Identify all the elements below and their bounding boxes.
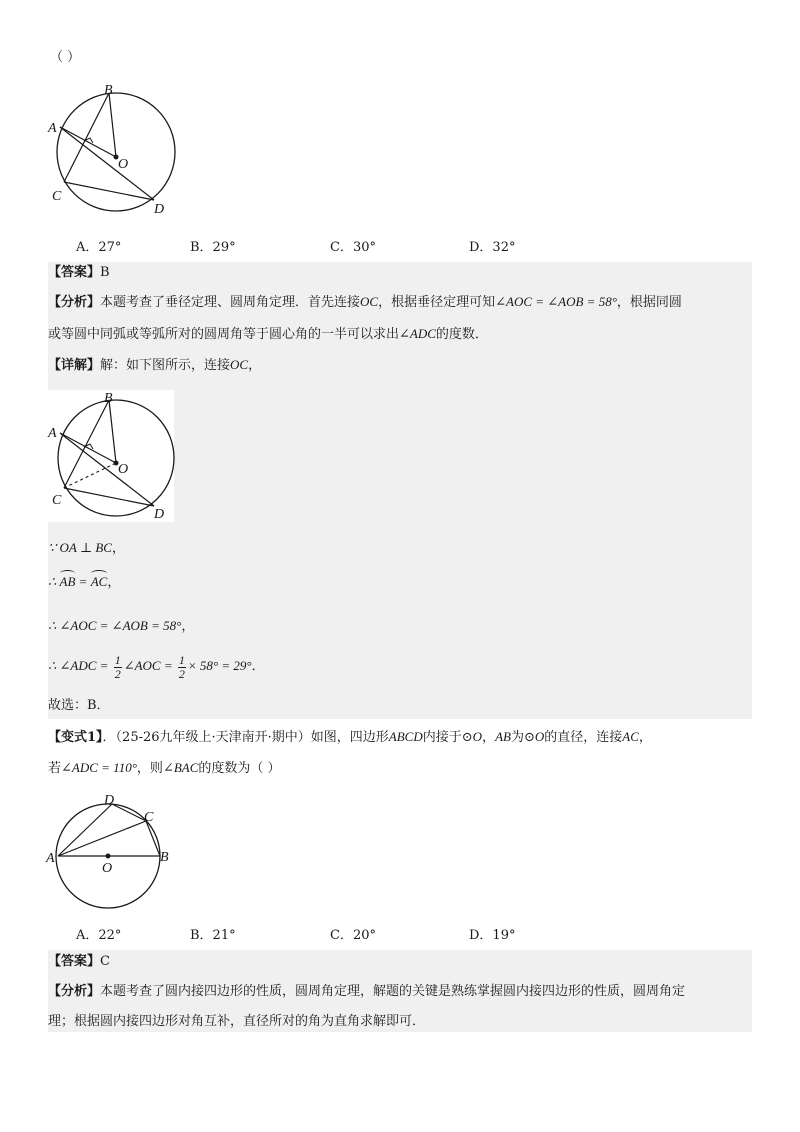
analysis-line-2: 或等圆中同弧或等弧所对的圆周角等于圆心角的一半可以求出∠ADC的度数． — [48, 326, 488, 342]
detail-line: 【详解】解：如下图所示，连接OC， — [48, 357, 262, 373]
dashed-oc — [64, 463, 116, 488]
step-2: ∴ AB = AC， — [48, 572, 120, 592]
option-a: A．27° — [76, 240, 122, 255]
option-c: C．30° — [330, 240, 376, 255]
chord-ad — [58, 804, 112, 856]
analysis2-line-1: 【分析】本题考查了圆内接四边形的性质，圆周角定理，解题的关键是熟练掌握圆内接四边形的性质，圆周角定 — [48, 984, 686, 999]
chord-ad — [60, 127, 154, 200]
fraction-half: $\frac{1}{2}$ — [114, 652, 121, 681]
circle-figure-1 — [44, 82, 184, 217]
analysis2-line-2: 理；根据圆内接四边形对角互补，直径所对的角为直角求解即可． — [48, 1014, 426, 1029]
circle-figure-3 — [44, 792, 184, 916]
label-o: O — [118, 157, 129, 172]
step-1: ∵ OA ⊥ BC， — [48, 540, 125, 555]
center-point — [106, 854, 111, 859]
segment-oa — [60, 433, 116, 463]
label-b: B — [104, 83, 113, 98]
label-b: B — [104, 391, 113, 406]
chord-cd — [64, 488, 154, 506]
label-d: D — [154, 507, 165, 522]
label-a: A — [48, 426, 57, 441]
label-d: D — [104, 793, 115, 808]
label-c: C — [144, 810, 154, 825]
analysis-line-1: 【分析】本题考查了垂径定理、圆周角定理．首先连接OC，根据垂径定理可知∠AOC = ∠AOB = 58°，根据同圆 — [48, 294, 682, 310]
label-a: A — [46, 851, 55, 866]
chord-ac — [58, 821, 146, 856]
circle-figure-2 — [44, 390, 184, 522]
question-paren: （ ） — [50, 50, 81, 65]
chord-bc — [64, 400, 109, 488]
option-b: B．29° — [190, 240, 236, 255]
variant-option-b: B．21° — [190, 928, 236, 943]
label-b-visible: B — [160, 850, 169, 865]
segment-ob — [109, 400, 116, 463]
label-a: A — [48, 121, 57, 136]
label-d: D — [154, 202, 165, 217]
answer-line-2: 【答案】C — [48, 954, 110, 969]
variant-option-a: A．22° — [76, 928, 122, 943]
segment-ob — [109, 93, 116, 157]
variant-option-c: C．20° — [330, 928, 376, 943]
label-o: O — [118, 462, 129, 477]
fraction-half: $\frac{1}{2}$ — [178, 652, 185, 681]
step-3: ∴ ∠AOC = ∠AOB = 58°， — [48, 618, 195, 633]
choose-line: 故选：B． — [48, 698, 110, 713]
step-4: ∴ ∠ADC = $\frac{1}{2}$ ∠AOC = $\frac{1}{2}$ × 58° = 29°． — [48, 652, 265, 681]
segment-oa — [60, 127, 116, 157]
chord-cb — [146, 821, 160, 856]
variant-line-1: 【变式1】．（25-26九年级上·天津南开·期中）如图，四边形ABCD内接于⊙O，AB为⊙O的直径，连接AC， — [48, 729, 652, 745]
chord-bc — [64, 93, 109, 182]
label-c: C — [52, 493, 62, 508]
chord-dc — [112, 804, 146, 821]
label-o: O — [102, 861, 113, 876]
variant-option-d: D．19° — [469, 928, 516, 943]
answer-line-1: 【答案】B — [48, 265, 110, 280]
variant-line-2: 若∠ADC = 110°，则∠BAC的度数为（ ） — [48, 760, 281, 776]
option-d: D．32° — [469, 240, 516, 255]
label-c: C — [52, 189, 62, 204]
